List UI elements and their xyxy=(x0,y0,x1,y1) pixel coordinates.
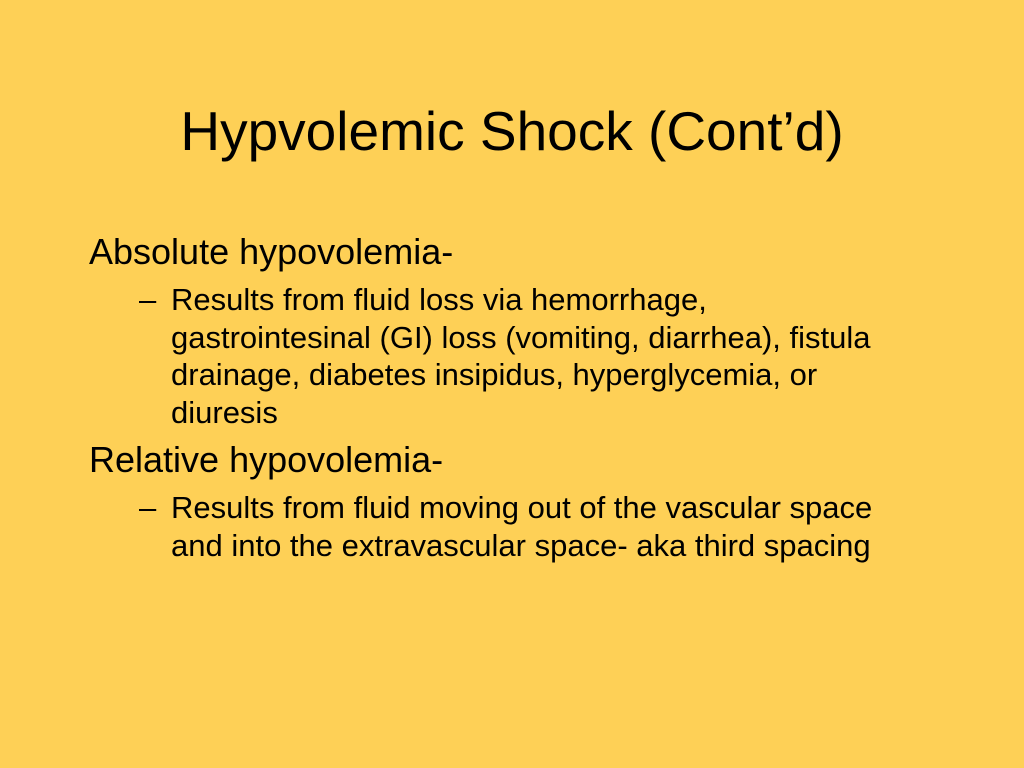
dash-bullet-marker: – xyxy=(139,490,157,525)
sub-bullet-item xyxy=(139,489,969,564)
bullet-text: Relative hypovolemia- xyxy=(89,439,444,480)
sub-bullet-list xyxy=(89,489,969,564)
bullet-text: Absolute hypovolemia- xyxy=(89,231,454,272)
sub-bullet-text: Results from fluid moving out of the vascular space and into the extravascular space- aka third spacing xyxy=(171,490,873,563)
sub-bullet-item xyxy=(139,281,969,431)
dash-bullet-marker: – xyxy=(139,282,157,317)
bullet-list xyxy=(89,229,969,570)
slide-title: Hypvolemic Shock (Cont’d) xyxy=(180,100,844,162)
bullet-item xyxy=(89,229,969,431)
sub-bullet-list xyxy=(89,281,969,431)
bullet-item xyxy=(89,437,969,564)
sub-bullet-text: Results from fluid loss via hemorrhage, gastrointesinal (GI) loss (vomiting, diarrhea), fistula drainage, diabetes insipidus, hyperglycemia, or diuresis xyxy=(171,282,871,430)
